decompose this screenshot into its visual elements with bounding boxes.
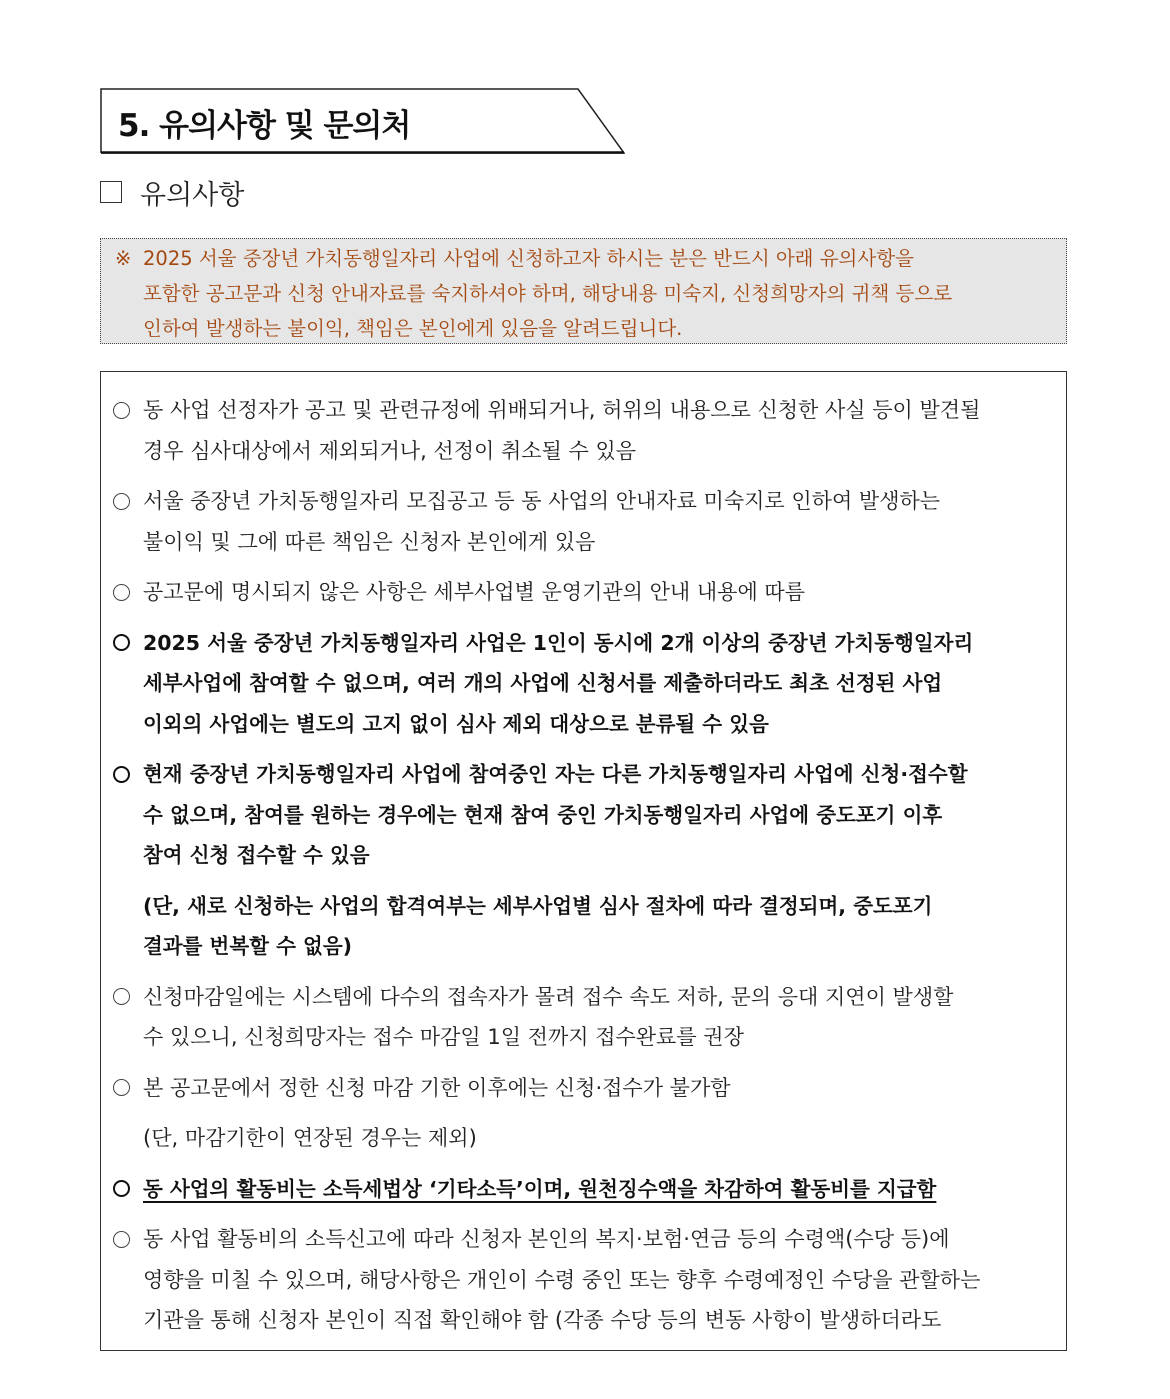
notice-text: 참여 신청 접수할 수 있음 <box>143 843 370 867</box>
notice-item-bold <box>113 754 1056 967</box>
notice-box <box>100 371 1067 1351</box>
notice-text: 이외의 사업에는 별도의 고지 없이 심사 제외 대상으로 분류될 수 있음 <box>143 711 769 736</box>
subsection-label: 유의사항 <box>140 179 245 211</box>
notice-text: 2025 서울 중장년 가치동행일자리 사업은 1인이 동시에 2개 이상의 중장년 가치동행일자리 <box>143 630 974 655</box>
notice-item-bold <box>113 623 1056 745</box>
warning-line <box>115 276 1056 311</box>
circle-bullet-icon <box>113 1219 143 1260</box>
circle-bullet-icon <box>113 754 143 795</box>
square-bullet-icon <box>100 181 122 203</box>
circle-bullet-icon <box>113 572 143 613</box>
notice-text: 신청마감일에는 시스템에 다수의 접속자가 몰려 접수 속도 저하, 문의 응대 지연이 발생할 <box>143 984 954 1009</box>
notice-item <box>113 1219 1056 1341</box>
notice-note: (단, 새로 신청하는 사업의 합격여부는 세부사업별 심사 절차에 따라 결정되며, 중도포기 <box>143 893 933 918</box>
circle-bullet-icon <box>113 390 143 431</box>
section-title-tab <box>100 88 625 154</box>
circle-bullet-icon <box>113 1068 143 1109</box>
notice-item <box>113 390 1056 471</box>
notice-text: 기관을 통해 신청자 본인이 직접 확인해야 함 (각종 수당 등의 변동 사항이 발생하더라도 <box>143 1308 942 1332</box>
circle-bullet-icon <box>113 977 143 1018</box>
notice-text: 수 있으니, 신청희망자는 접수 마감일 1일 전까지 접수완료를 권장 <box>143 1025 744 1049</box>
notice-item <box>113 572 1056 613</box>
warning-text: 인하여 발생하는 불이익, 책임은 본인에게 있음을 알려드립니다. <box>143 317 683 340</box>
section-title: 5. 유의사항 및 문의처 <box>118 108 411 144</box>
notice-text: 본 공고문에서 정한 신청 마감 기한 이후에는 신청·접수가 불가함 <box>143 1075 731 1100</box>
notice-item <box>113 481 1056 562</box>
notice-note: 결과를 번복할 수 없음) <box>143 934 353 958</box>
warning-line <box>115 311 1056 346</box>
notice-note: (단, 마감기한이 연장된 경우는 제외) <box>143 1126 477 1150</box>
notice-text: 수 없으며, 참여를 원하는 경우에는 현재 참여 중인 가치동행일자리 사업에 중도포기 이후 <box>143 802 943 827</box>
notice-item <box>113 977 1056 1058</box>
circle-bullet-icon <box>113 481 143 522</box>
notice-text: 현재 중장년 가치동행일자리 사업에 참여중인 자는 다른 가치동행일자리 사업에 신청·접수할 <box>143 762 968 786</box>
notice-item <box>113 1068 1056 1159</box>
warning-line <box>115 241 1056 276</box>
warning-text: 2025 서울 중장년 가치동행일자리 사업에 신청하고자 하시는 분은 반드시 아래 유의사항을 <box>143 247 914 270</box>
circle-bullet-icon <box>113 623 143 664</box>
notice-text: 동 사업 선정자가 공고 및 관련규정에 위배되거나, 허위의 내용으로 신청한 사실 등이 발견될 <box>143 398 981 422</box>
notice-text: 동 사업의 활동비는 소득세법상 ‘기타소득’이며, 원천징수액을 차감하여 활동비를 지급함 <box>143 1176 937 1201</box>
reference-mark-icon: ※ <box>115 247 132 270</box>
notice-text: 불이익 및 그에 따른 책임은 신청자 본인에게 있음 <box>143 529 596 554</box>
subsection-heading <box>100 172 244 212</box>
notice-text: 경우 심사대상에서 제외되거나, 선정이 취소될 수 있음 <box>143 438 637 463</box>
notice-text: 공고문에 명시되지 않은 사항은 세부사업별 운영기관의 안내 내용에 따름 <box>143 580 805 604</box>
notice-text: 서울 중장년 가치동행일자리 모집공고 등 동 사업의 안내자료 미숙지로 인하여 발생하는 <box>143 489 941 513</box>
circle-bullet-icon <box>113 1169 143 1210</box>
notice-text: 동 사업 활동비의 소득신고에 따라 신청자 본인의 복지·보험·연금 등의 수령액(수당 등)에 <box>143 1227 950 1251</box>
warning-text: 포함한 공고문과 신청 안내자료를 숙지하셔야 하며, 해당내용 미숙지, 신청희망자의 귀책 등으로 <box>143 282 953 305</box>
notice-text: 세부사업에 참여할 수 없으며, 여러 개의 사업에 신청서를 제출하더라도 최초 선정된 사업 <box>143 671 943 695</box>
warning-box <box>100 238 1067 344</box>
notice-item-bold-underlined <box>113 1169 1056 1210</box>
notice-text: 영향을 미칠 수 있으며, 해당사항은 개인이 수령 중인 또는 향후 수령예정인 수당을 관할하는 <box>143 1267 981 1292</box>
